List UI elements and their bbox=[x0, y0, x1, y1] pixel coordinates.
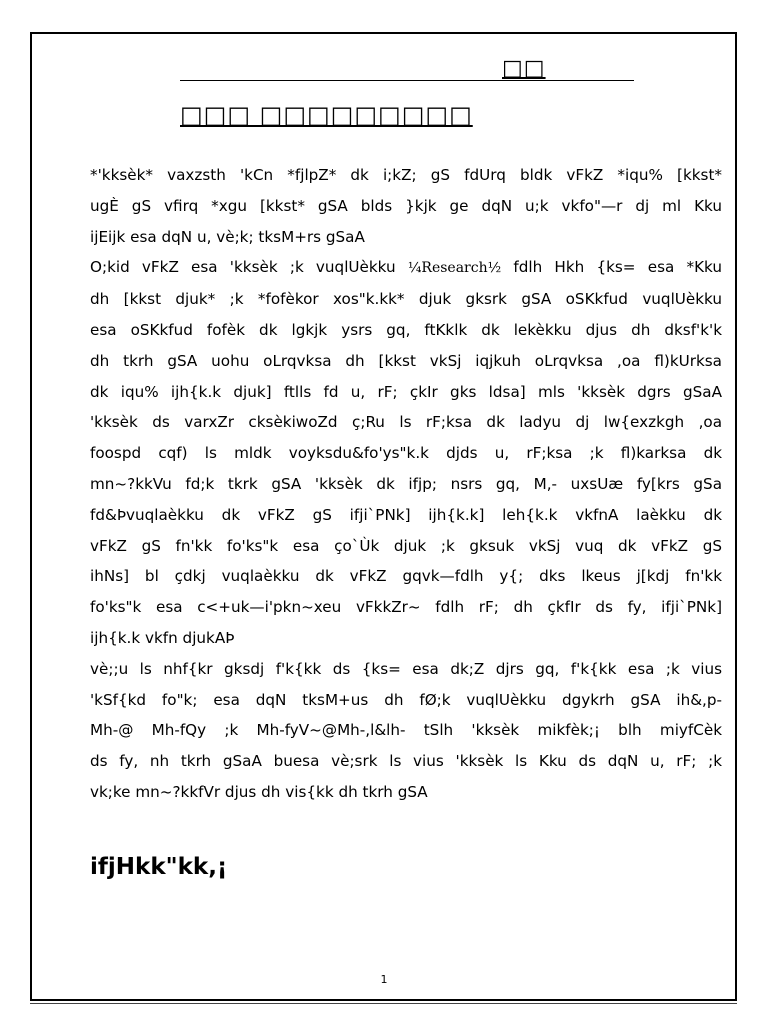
page-border-bottom-rule bbox=[30, 1003, 737, 1004]
text-line: mn~?kkVu fd;k tkrk gSA 'kksèk dk ifjp; nsrs gq, M,- uxsUæ fy[krs gSa bbox=[90, 474, 722, 493]
text-line: *'kksèk* vaxzsth 'kCn *fjlpZ* dk i;kZ; gS fdUrq bldk vFkZ *iqu% [kkst* bbox=[90, 166, 722, 184]
text-line: 'kksèk ds varxZr cksèkiwoZd ç;Ru ls rF;ksa dk ladyu dj lw{exzkgh ,oa bbox=[90, 413, 722, 432]
text-line: Mh-@ Mh-fQy ;k Mh-fyV~@Mh-,l&lh- tSlh 'kksèk mikfèk;¡ blh miyfCèk bbox=[90, 721, 722, 740]
paragraph-3 bbox=[90, 654, 722, 808]
page-title: □□□ □□□□□□□□□ bbox=[180, 101, 473, 129]
section-heading: ifjHkk"kk,¡ bbox=[90, 854, 228, 880]
header-rule bbox=[180, 80, 634, 81]
research-term: ¼Research½ bbox=[407, 260, 502, 277]
text-line: fo'ks"k esa c<+uk—i'pkn~xeu vFkkZr~ fdlh rF; dh çkfIr ds fy, ifji`PNk] bbox=[90, 598, 722, 617]
text-line: 'kSf{kd fo"k; esa dqN tksM+us dh fØ;k vuqlUèkku dgykrh gSA ih&,p- bbox=[90, 690, 722, 709]
text-line: esa oSKkfud fofèk dk lgkjk ysrs gq, ftKklk dk lekèkku djus dh dksf'k'k bbox=[90, 320, 722, 339]
text-line: dk iqu% ijh{k.k djuk] ftlls fd u, rF; çkIr gks ldsa] mls 'kksèk dgrs gSaA bbox=[90, 382, 722, 401]
text-line: ugÈ gS vfirq *xgu [kkst* gSA blds }kjk ge dqN u;k vkfo"—r dj ml Kku bbox=[90, 196, 722, 215]
text-line: vk;ke mn~?kkfVr djus dh vis{kk dh tkrh gSA bbox=[90, 782, 428, 801]
page-number: 1 bbox=[380, 973, 388, 986]
text-line: ijEijk esa dqN u, vè;k; tksM+rs gSaA bbox=[90, 227, 365, 246]
text-line: ihNs] bl çdkj vuqlaèkku dk vFkZ gqvk—fdlh y{; dks lkeus j[kdj fn'kk bbox=[90, 567, 722, 586]
text-segment: O;kid vFkZ esa 'kksèk ;k vuqlUèkku bbox=[90, 258, 408, 277]
paragraph-1 bbox=[90, 160, 722, 252]
text-line: vFkZ gS fn'kk fo'ks"k esa ço`Ùk djuk ;k gksuk vkSj vuq dk vFkZ gS bbox=[90, 536, 722, 555]
text-line: dh tkrh gSA uohu oLrqvksa dh [kkst vkSj iqjkuh oLrqvksa ,oa fl)kUrksa bbox=[90, 351, 722, 370]
text-line: ds fy, nh tkrh gSaA buesa vè;srk ls vius 'kksèk ls Kku ds dqN u, rF; ;k bbox=[90, 752, 722, 771]
text-line: ijh{k.k vkfn djukAÞ bbox=[90, 628, 235, 647]
text-line bbox=[90, 252, 722, 284]
text-line: foospd cqf) ls mldk voyksdu&fo'ys"k.k djds u, rF;ksa ;k fl)karksa dk bbox=[90, 444, 722, 463]
text-segment: fdlh Hkh {ks= esa *Kku bbox=[501, 258, 723, 277]
paragraph-2 bbox=[90, 252, 722, 653]
text-line: fd&Þvuqlaèkku dk vFkZ gS ifji`PNk] ijh{k.k] leh{k.k vkfnA laèkku dk bbox=[90, 505, 722, 524]
text-line: dh [kkst djuk* ;k *fofèkor xos"k.kk* djuk gksrk gSA oSKkfud vuqlUèkku bbox=[90, 290, 722, 309]
text-line: vè;;u ls nhf{kr gksdj f'k{kk ds {ks= esa dk;Z djrs gq, f'k{kk esa ;k vius bbox=[90, 659, 722, 678]
header-glyph: □□ bbox=[502, 56, 546, 81]
body-text bbox=[90, 160, 722, 808]
